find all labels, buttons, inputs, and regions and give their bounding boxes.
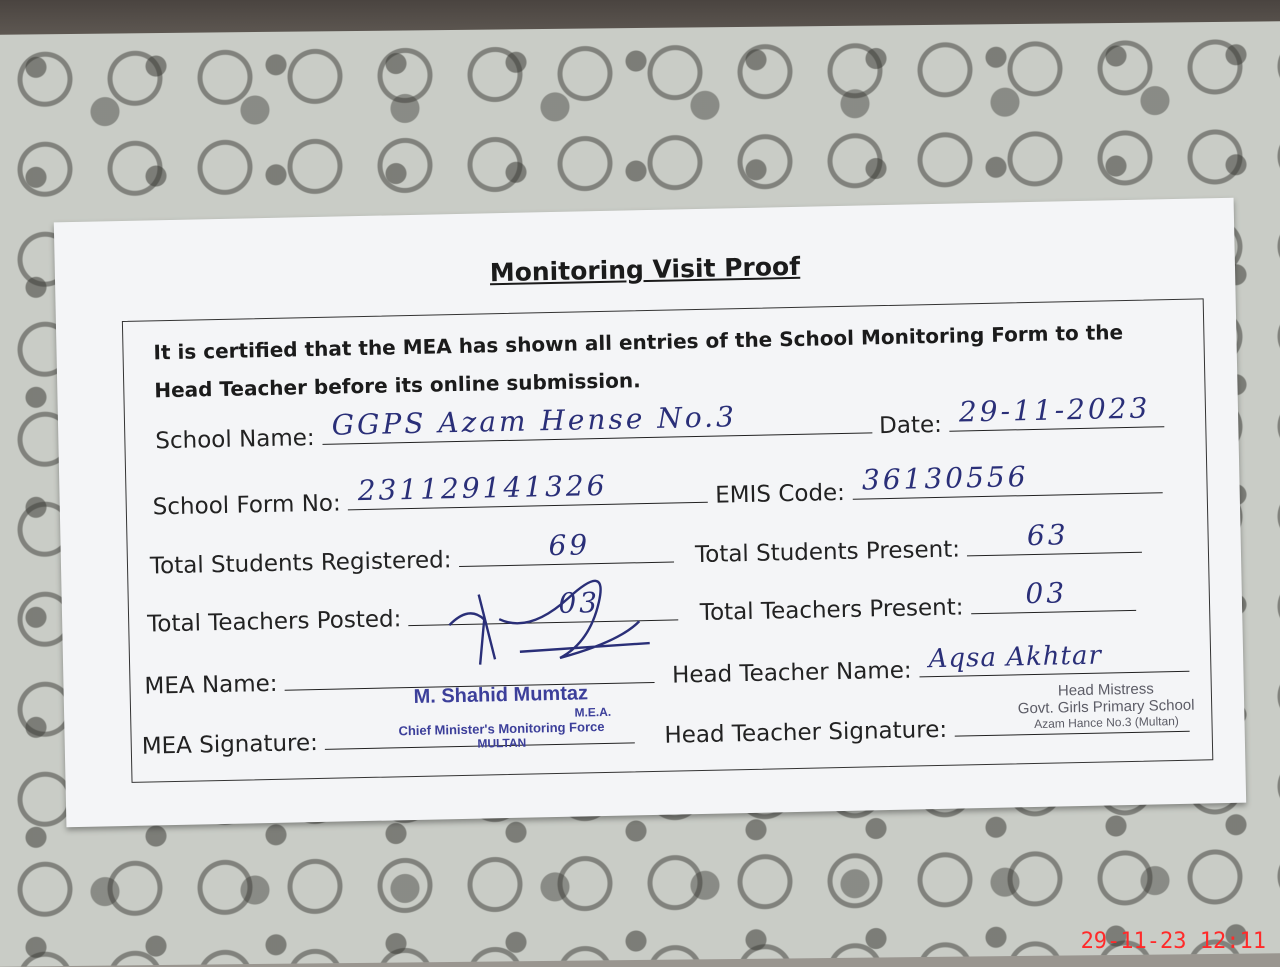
head-teacher-name-line (919, 640, 1190, 678)
date-value: 29-11-2023 (958, 391, 1151, 429)
head-teacher-stamp (991, 679, 1222, 732)
emis-code-line (852, 460, 1162, 499)
school-name-value: GGPS Azam Hense No.3 (331, 400, 738, 442)
head-teacher-name-label: Head Teacher Name: (671, 657, 912, 689)
mea-signature-scribble (438, 561, 670, 686)
head-stamp-school: Govt. Girls Primary School (1017, 696, 1195, 718)
mea-name-label: MEA Name: (144, 670, 278, 700)
date-line (949, 391, 1165, 431)
school-name-line (322, 400, 872, 445)
teachers-present-line (970, 576, 1136, 614)
form-frame (122, 298, 1213, 783)
total-teachers-posted-value: 03 (558, 586, 601, 620)
mea-stamp-name: M. Shahid Mumtaz (413, 682, 589, 708)
mea-stamp-organization: Chief Minister's Monitoring Force (398, 719, 605, 739)
total-students-registered-label: Total Students Registered: (149, 547, 452, 580)
head-teacher-signature-label: Head Teacher Signature: (664, 716, 948, 749)
school-form-row (152, 460, 1162, 521)
total-teachers-present-label: Total Teachers Present: (699, 594, 964, 626)
total-students-present-label: Total Students Present: (694, 536, 961, 569)
school-form-no-line (348, 468, 708, 511)
mea-stamp (381, 682, 622, 753)
school-name-row (155, 391, 1164, 455)
total-students-registered-value: 69 (548, 528, 591, 563)
total-students-present-value: 63 (1026, 518, 1069, 553)
emis-code-value: 36130556 (861, 460, 1029, 497)
mea-stamp-city: MULTAN (477, 735, 527, 751)
head-stamp-title: Head Mistress (1057, 680, 1154, 700)
total-teachers-present-value: 03 (1025, 576, 1068, 611)
mea-stamp-designation: M.E.A. (574, 704, 612, 720)
school-form-no-label: School Form No: (152, 490, 341, 521)
head-teacher-name-value: Aqsa Akhtar (928, 640, 1103, 675)
school-name-label: School Name: (155, 425, 315, 455)
head-stamp-address: Azam Hance No.3 (Multan) (1033, 713, 1179, 732)
students-present-line (967, 518, 1143, 557)
photo-timestamp: 29-11-23 12:11 (1080, 929, 1266, 954)
date-label: Date: (878, 411, 943, 440)
total-teachers-posted-label: Total Teachers Posted: (146, 606, 402, 638)
visit-proof-slip (54, 198, 1246, 828)
school-form-no-value: 231129141326 (357, 468, 608, 508)
emis-code-label: EMIS Code: (714, 479, 846, 509)
mea-signature-label: MEA Signature: (141, 730, 319, 760)
certification-text: It is certified that the MEA has shown all entries of the School Monitoring Form to the Head Teacher before its online submission. (153, 320, 1124, 403)
form-title: Monitoring Visit Proof (489, 251, 801, 288)
